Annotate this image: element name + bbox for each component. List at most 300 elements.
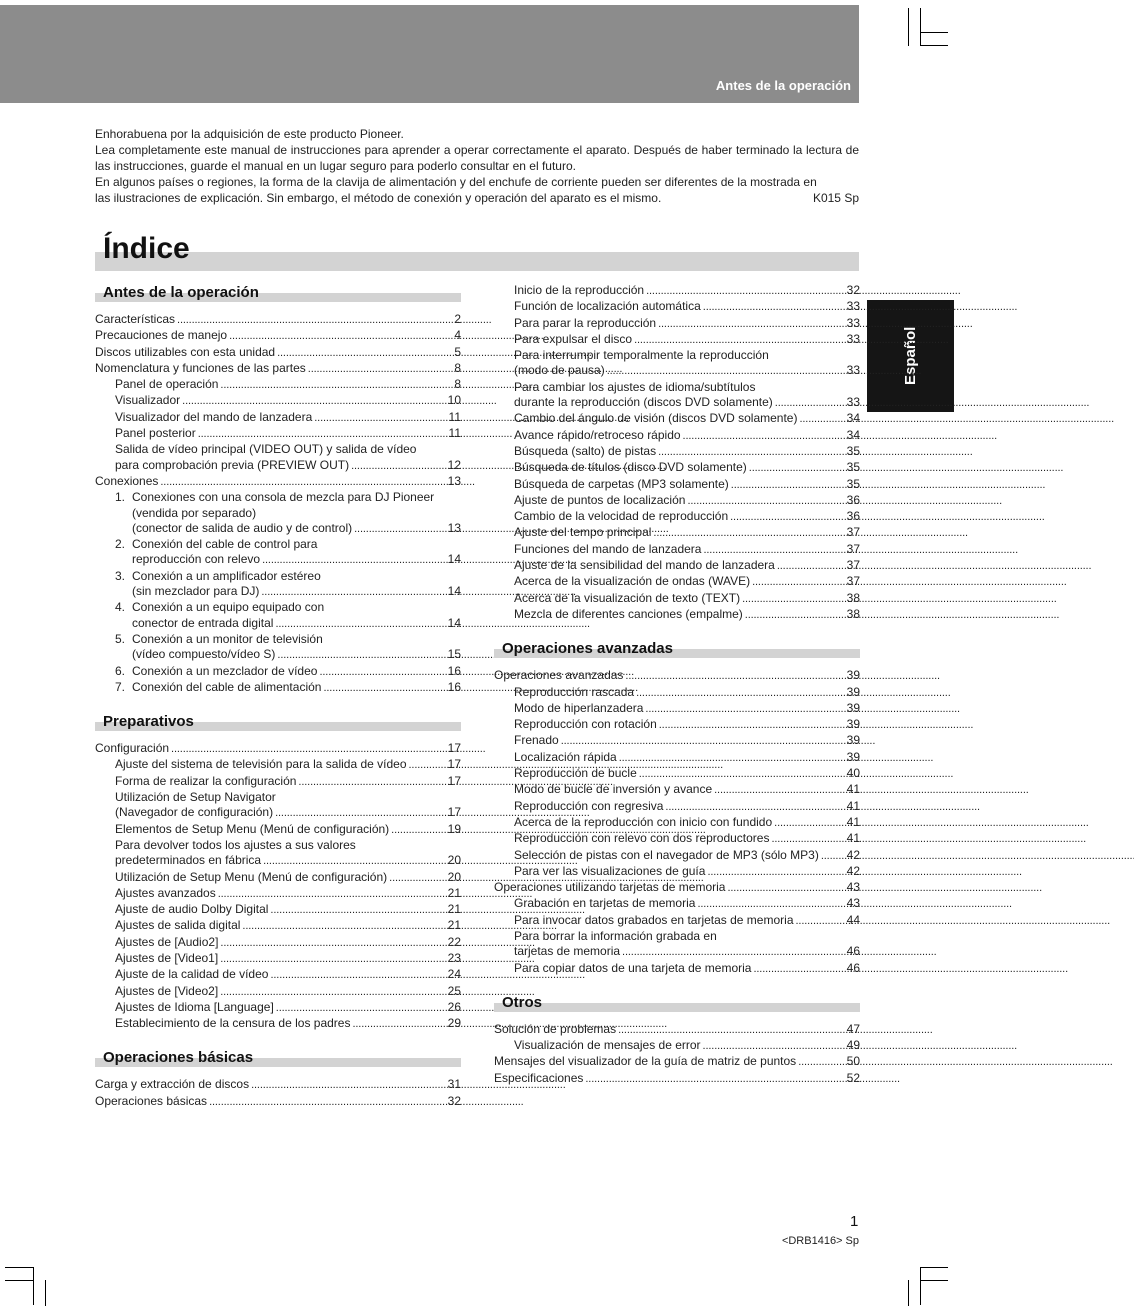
toc-entry <box>494 493 860 509</box>
toc-entry-label: Funciones del mando de lanzadera <box>514 541 702 556</box>
toc-entry <box>494 332 860 348</box>
toc-entry-page: 33 <box>846 299 860 314</box>
toc-entry <box>494 380 860 395</box>
toc-entry <box>494 701 860 717</box>
toc-entry-page: 33 <box>846 363 860 378</box>
section-heading-text: Operaciones básicas <box>103 1049 254 1067</box>
toc-entry-label: Cambio de la velocidad de reproducción <box>514 509 729 524</box>
dot-leader <box>277 345 452 361</box>
toc-entry-label: Precauciones de manejo <box>95 328 228 343</box>
toc-entry-text: Conexión a un monitor de televisión <box>132 631 323 646</box>
toc-entry-page: 2 <box>454 312 461 326</box>
toc-entry-page: 39 <box>846 733 860 748</box>
toc-entry-label: Inicio de la reproducción <box>514 283 645 297</box>
toc-entry-page: 17 <box>447 741 461 756</box>
toc-entry-number: 1. <box>115 490 126 505</box>
toc-entry <box>95 410 461 426</box>
toc-entry <box>95 1000 461 1016</box>
toc-entry-page: 52 <box>846 1070 860 1085</box>
toc-entry <box>95 600 461 615</box>
dot-leader <box>220 935 445 951</box>
toc-entry-page: 21 <box>447 902 461 917</box>
intro-line: En algunos países o regiones, la forma de la clavija de alimentación y del enchufe de corriente pueden ser diferentes de la mostrada en <box>95 175 817 189</box>
toc-entry <box>494 750 860 766</box>
toc-entry-text: Conexión a un mezclador de vídeo <box>132 663 318 678</box>
toc-entry-text: Conexión a un equipo equipado con <box>132 600 325 615</box>
toc-entry-page: 46 <box>846 944 860 959</box>
toc-entry <box>95 552 461 568</box>
toc-entry-page: 47 <box>846 1021 860 1036</box>
toc-entry <box>95 426 461 442</box>
dot-leader <box>745 607 845 623</box>
dot-leader <box>276 1000 446 1016</box>
dot-leader <box>619 750 845 766</box>
toc-entry-label: Búsqueda de títulos (disco DVD solamente) <box>514 460 747 475</box>
dot-leader <box>727 880 844 896</box>
toc-entry <box>95 822 461 838</box>
toc-entry <box>95 805 461 821</box>
toc-entry-label: Elementos de Setup Menu (Menú de configuración) <box>115 821 390 836</box>
toc-entry-page: 31 <box>447 1077 461 1092</box>
toc-entry-label: Búsqueda de carpetas (MP3 solamente) <box>514 476 729 491</box>
toc-entry-label: Avance rápido/retroceso rápido <box>514 427 681 442</box>
toc-entry-page: 41 <box>846 831 860 846</box>
dot-leader <box>319 664 445 680</box>
dot-leader <box>730 509 845 525</box>
toc-entry <box>494 896 860 912</box>
crop-mark <box>920 45 948 46</box>
toc-entry-page: 15 <box>447 647 461 662</box>
toc-entry-page: 29 <box>447 1016 461 1031</box>
section-heading-bar <box>494 1003 860 1012</box>
intro-line: Enhorabuena por la adquisición de este producto Pioneer. <box>95 127 404 141</box>
toc-entry-page: 43 <box>846 896 860 911</box>
toc-entry-label: Visualizador del mando de lanzadera <box>115 409 313 424</box>
crop-mark <box>33 1267 34 1305</box>
intro-code: K015 Sp <box>812 191 859 205</box>
toc-entry <box>494 316 860 332</box>
dot-leader <box>634 332 845 348</box>
toc-entry <box>494 558 860 574</box>
toc-entry-page: 21 <box>447 918 461 933</box>
toc-entry-page: 14 <box>447 552 461 567</box>
toc-entry-label: tarjetas de memoria <box>514 944 621 959</box>
toc-entry-page: 39 <box>846 717 860 732</box>
toc-entry-page: 17 <box>447 757 461 772</box>
toc-entry <box>95 951 461 967</box>
dot-leader <box>352 1016 445 1032</box>
toc-entry-page: 25 <box>447 983 461 998</box>
toc-entry-page: 43 <box>846 880 860 895</box>
toc-entry-label: (modo de pausa) <box>514 363 605 378</box>
toc-entry-page: 13 <box>447 520 461 535</box>
toc-entry <box>95 616 461 632</box>
intro-line: Lea completamente este manual de instrucciones para aprender a operar correctamente el aparato. Después de haber terminado la lectura de las instrucciones, guarde el manual en un lugar seguro para poderlo consultar en el futuro. <box>95 143 859 173</box>
crop-mark <box>920 1280 948 1281</box>
toc-entry <box>95 757 461 773</box>
section-heading <box>95 712 461 738</box>
dot-leader <box>665 799 844 815</box>
toc-entry-label: Selección de pistas con el navegador de MP3 (sólo MP3) <box>514 847 819 862</box>
toc-entry <box>95 664 461 680</box>
dot-leader <box>774 815 844 831</box>
dot-leader <box>798 1054 844 1070</box>
toc-entry <box>95 393 461 409</box>
dot-leader <box>618 1022 845 1038</box>
toc-entry <box>95 377 461 393</box>
toc-entry-number: 4. <box>115 600 126 615</box>
dot-leader <box>263 853 446 869</box>
crop-mark <box>920 1267 921 1305</box>
toc-entry <box>494 525 860 541</box>
intro-text <box>95 126 859 206</box>
toc-entry-label <box>115 569 461 584</box>
toc-entry-page: 23 <box>447 950 461 965</box>
toc-entry <box>494 1022 860 1038</box>
toc-entry-label <box>115 537 461 552</box>
toc-entry <box>494 1038 860 1054</box>
toc-entry-label: Para expulsar el disco <box>514 331 633 346</box>
toc-entry-label: Acerca de la visualización de texto (TEXT) <box>514 590 741 605</box>
toc-entry-page: 34 <box>846 427 860 442</box>
toc-entry-label: durante la reproducción (discos DVD solamente) <box>514 395 773 410</box>
toc-entry-page: 4 <box>454 328 461 343</box>
dot-leader <box>354 521 446 537</box>
toc-entry <box>95 312 461 328</box>
intro-last-line <box>95 190 859 206</box>
dot-leader <box>171 741 446 757</box>
toc-entry <box>494 428 860 444</box>
toc-entry-label: Función de localización automática <box>514 299 701 314</box>
toc-entry-page: 14 <box>447 584 461 599</box>
toc-entry-text: Conexión a un amplificador estéreo <box>132 568 321 583</box>
toc-entry <box>494 395 860 411</box>
toc-entry-page: 46 <box>846 960 860 975</box>
toc-entry-label: Reproducción de bucle <box>514 766 637 781</box>
crop-mark <box>920 8 921 46</box>
toc-entry <box>494 733 860 749</box>
page-title: Índice <box>103 232 190 265</box>
toc-entry <box>95 458 461 474</box>
dot-leader <box>731 477 845 493</box>
toc-entry-page: 36 <box>846 509 860 524</box>
toc-entry <box>494 929 860 944</box>
toc-entry-label: Forma de realizar la configuración <box>115 773 297 788</box>
toc-entry <box>494 831 860 847</box>
dot-leader <box>645 701 844 717</box>
toc-entry-label: Carga y extracción de discos <box>95 1077 250 1092</box>
toc-entry-label: (vídeo compuesto/vídeo S) <box>132 647 276 662</box>
toc-entry-label: Para ver las visualizaciones de guía <box>514 863 706 878</box>
dot-leader <box>270 967 445 983</box>
dot-leader <box>270 902 445 918</box>
section-heading-text: Operaciones avanzadas <box>502 640 673 658</box>
toc-entry <box>494 848 860 864</box>
toc-entry-label: Para invocar datos grabados en tarjetas de memoria <box>514 912 794 927</box>
toc-entry <box>494 668 860 684</box>
toc-entry <box>95 774 461 790</box>
dot-leader <box>409 757 446 773</box>
toc-entry <box>95 790 461 805</box>
toc-entry <box>494 880 860 896</box>
dot-leader <box>777 558 845 574</box>
toc-entry-label: Ajuste de puntos de localización <box>514 492 686 507</box>
toc-entry-label: Ajuste de la sensibilidad del mando de lanzadera <box>514 558 775 573</box>
toc-entry <box>95 935 461 951</box>
toc-entry-label: Ajustes de Idioma [Language] <box>115 999 274 1014</box>
section-heading-text: Antes de la operación <box>103 284 259 301</box>
toc-entry <box>95 918 461 934</box>
dot-leader <box>687 493 844 509</box>
toc-entry-label: Para parar la reproducción <box>514 315 657 330</box>
section-heading <box>95 283 461 309</box>
toc-entry-label: Discos utilizables con esta unidad <box>95 344 276 359</box>
toc-entry-page: 32 <box>846 283 860 297</box>
toc-entry-label: Ajustes de [Video1] <box>115 950 219 965</box>
toc-entry <box>95 680 461 696</box>
toc-entry-label: Nomenclatura y funciones de las partes <box>95 360 306 375</box>
dot-leader <box>753 961 844 977</box>
toc-entry-page: 10 <box>447 393 461 408</box>
toc-entry-page: 33 <box>846 315 860 330</box>
dot-leader <box>160 474 445 490</box>
dot-leader <box>275 616 445 632</box>
toc-entry <box>494 591 860 607</box>
toc-entry-label: (Navegador de configuración) <box>115 805 274 820</box>
toc-entry <box>95 838 461 853</box>
toc-entry-page: 35 <box>846 443 860 458</box>
toc-entry-label: Ajuste del sistema de televisión para la salida de vídeo <box>115 757 407 772</box>
toc-entry-page: 8 <box>454 360 461 375</box>
toc-entry <box>95 647 461 663</box>
toc-entry <box>95 1016 461 1032</box>
crop-mark <box>5 1280 33 1281</box>
toc-entry <box>494 363 860 379</box>
toc-entry <box>95 967 461 983</box>
dot-leader <box>209 1094 446 1110</box>
toc-entry-page: 38 <box>846 590 860 605</box>
toc-entry-label <box>115 680 321 695</box>
dot-leader <box>703 542 844 558</box>
dot-leader <box>177 312 452 328</box>
dot-leader <box>308 361 453 377</box>
toc-entry <box>95 442 461 457</box>
toc-entry-label: para comprobación previa (PREVIEW OUT) <box>115 457 350 472</box>
dot-leader <box>775 395 845 411</box>
toc-entry-number: 7. <box>115 679 126 694</box>
toc-entry <box>95 361 461 377</box>
toc-entry-label: Frenado <box>514 733 559 748</box>
toc-entry-number: 6. <box>115 663 126 678</box>
language-tab-label: Español <box>902 326 919 386</box>
toc-entry-page: 41 <box>846 814 860 829</box>
toc-entry-page: 37 <box>846 574 860 589</box>
toc-entry-label: Acerca de la reproducción con inicio con fundido <box>514 814 773 829</box>
toc-entry-label: Cambio del ángulo de visión (discos DVD solamente) <box>514 411 798 426</box>
dot-leader <box>218 886 446 902</box>
toc-entry <box>494 799 860 815</box>
toc-entry-page: 39 <box>846 749 860 764</box>
toc-entry-page: 19 <box>447 821 461 836</box>
toc-entry-label: Ajuste del tempo principal <box>514 525 652 540</box>
toc-entry-page: 49 <box>846 1038 860 1053</box>
toc-entry-label: (sin mezclador para DJ) <box>132 584 260 599</box>
toc-entry-label: Características <box>95 312 176 326</box>
toc-entry <box>95 1077 461 1093</box>
toc-entry-text: Conexiones con una consola de mezcla para DJ Pioneer <box>132 490 435 505</box>
toc-entry-label: conector de entrada digital <box>132 615 274 630</box>
toc-entry-page: 16 <box>447 663 461 678</box>
section-heading-text: Preparativos <box>103 713 194 731</box>
toc-entry <box>494 477 860 493</box>
section-heading-text: Otros <box>502 993 543 1011</box>
toc-entry-label: Búsqueda (salto) de pistas <box>514 443 657 458</box>
toc-entry <box>95 328 461 344</box>
toc-entry <box>95 521 461 537</box>
toc-entry-label: (vendida por separado) <box>132 505 257 520</box>
dot-leader <box>351 458 446 474</box>
toc-entry <box>494 913 860 929</box>
toc-entry-page: 37 <box>846 525 860 540</box>
dot-leader <box>796 913 845 929</box>
toc-entry <box>95 1094 461 1110</box>
toc-entry-label: Ajustes de [Video2] <box>115 983 219 998</box>
toc-entry-page: 16 <box>447 679 461 694</box>
toc-entry <box>95 474 461 490</box>
toc-left-column <box>95 283 461 1110</box>
toc-entry-label <box>115 600 461 615</box>
dot-leader <box>262 552 446 568</box>
toc-entry-label: Para devolver todos los ajustes a sus valores <box>115 837 356 852</box>
toc-entry-label <box>115 664 317 679</box>
dot-leader <box>658 444 845 460</box>
crop-mark <box>45 1280 46 1306</box>
title-bar <box>95 252 859 271</box>
dot-leader <box>707 864 844 880</box>
toc-entry-page: 39 <box>846 700 860 715</box>
toc-entry <box>494 717 860 733</box>
section-spacer <box>494 977 860 993</box>
toc-entry-label: Mensajes del visualizador de la guía de matriz de puntos <box>494 1054 797 1069</box>
toc-entry <box>494 460 860 476</box>
toc-entry-label: Especificaciones <box>494 1070 584 1085</box>
toc-entry <box>95 490 461 505</box>
dot-leader <box>714 782 845 798</box>
toc-entry-number: 3. <box>115 568 126 583</box>
toc-entry-page: 35 <box>846 460 860 475</box>
toc-entry-label: Reproducción con rotación <box>514 717 657 732</box>
toc-entry-page: 20 <box>447 869 461 884</box>
dot-leader <box>625 668 844 684</box>
toc-entry <box>95 345 461 361</box>
toc-entry-page: 32 <box>447 1093 461 1108</box>
toc-entry-label: Para copiar datos de una tarjeta de memoria <box>514 960 752 975</box>
toc-entry-text: Conexión del cable de alimentación <box>132 679 322 694</box>
dot-leader <box>323 680 445 696</box>
toc-entry <box>95 870 461 886</box>
toc-entry-page: 21 <box>447 885 461 900</box>
dot-leader <box>653 525 844 541</box>
section-heading <box>95 1048 461 1074</box>
toc-entry-label: Modo de hiperlanzadera <box>514 700 644 715</box>
toc-entry <box>494 542 860 558</box>
toc-entry-label: predeterminados en fábrica <box>115 853 262 868</box>
toc-entry-label: Acerca de la visualización de ondas (WAVE) <box>514 574 751 589</box>
toc-entry-page: 5 <box>454 344 461 359</box>
toc-entry-label: Para borrar la información grabada en <box>514 928 717 943</box>
toc-entry <box>494 283 860 299</box>
toc-entry-label: Establecimiento de la censura de los padres <box>115 1016 351 1031</box>
toc-entry-page: 39 <box>846 668 860 683</box>
dot-leader <box>799 411 844 427</box>
toc-entry-label: Ajustes de salida digital <box>115 918 241 933</box>
toc-entry-page: 14 <box>447 615 461 630</box>
dot-leader <box>697 896 844 912</box>
toc-entry <box>494 944 860 960</box>
toc-entry-label: Ajustes de [Audio2] <box>115 934 219 949</box>
toc-entry-label: Ajuste de la calidad de vídeo <box>115 967 269 982</box>
toc-entry-label: reproducción con relevo <box>132 552 261 567</box>
toc-entry-label: Reproducción rascada <box>514 684 635 699</box>
toc-entry-label: Salida de vídeo principal (VIDEO OUT) y salida de vídeo <box>115 442 417 457</box>
toc-entry-page: 37 <box>846 558 860 573</box>
toc-entry-label: Configuración <box>95 741 170 756</box>
toc-entry-page: 13 <box>447 473 461 488</box>
toc-entry-page: 39 <box>846 684 860 699</box>
dot-leader <box>275 805 446 821</box>
dot-leader <box>742 591 845 607</box>
toc-entry-page: 12 <box>447 457 461 472</box>
toc-entry-number: 5. <box>115 631 126 646</box>
toc-entry-number: 2. <box>115 537 126 552</box>
toc-entry <box>95 886 461 902</box>
toc-entry <box>494 864 860 880</box>
toc-entry <box>95 506 461 521</box>
toc-entry-text: Conexión del cable de control para <box>132 537 318 552</box>
toc-entry-label: Grabación en tarjetas de memoria <box>514 896 696 911</box>
toc-entry-label <box>115 490 461 505</box>
toc-entry-page: 37 <box>846 541 860 556</box>
toc-entry-page: 35 <box>846 476 860 491</box>
toc-entry-label: Conexiones <box>95 473 159 488</box>
toc-entry-label: Visualización de mensajes de error <box>514 1038 701 1053</box>
crop-mark <box>908 1280 909 1306</box>
dot-leader <box>585 1071 844 1087</box>
header-band <box>0 5 859 103</box>
toc-entry-page: 24 <box>447 967 461 982</box>
dot-leader <box>752 574 845 590</box>
toc-entry-page: 11 <box>448 426 461 441</box>
toc-entry-page: 42 <box>846 847 860 862</box>
dot-leader <box>561 733 845 749</box>
dot-leader <box>658 316 845 332</box>
toc-entry-page: 44 <box>846 912 860 927</box>
toc-right-column <box>494 283 860 1087</box>
toc-entry <box>494 574 860 590</box>
toc-entry-label: Para interrumpir temporalmente la reproducción <box>514 348 769 363</box>
dot-leader <box>220 951 445 967</box>
document-code: <DRB1416> Sp <box>781 1235 859 1247</box>
toc-entry-label: Panel posterior <box>115 426 196 441</box>
toc-entry-page: 17 <box>447 805 461 820</box>
dot-leader <box>607 363 845 379</box>
dot-leader <box>198 426 447 442</box>
language-tab <box>867 300 954 412</box>
toc-entry <box>494 607 860 623</box>
toc-entry-label: Panel de operación <box>115 377 219 392</box>
toc-entry-page: 38 <box>846 606 860 621</box>
toc-entry <box>494 1054 860 1070</box>
